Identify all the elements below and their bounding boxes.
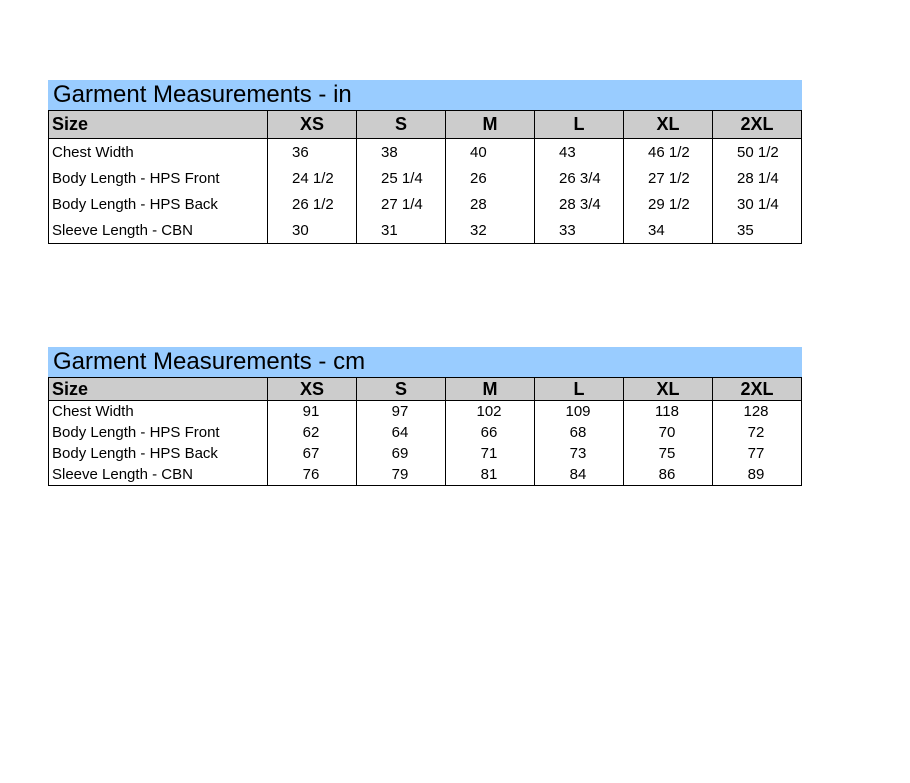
table-cell: 32	[446, 217, 535, 244]
table-cell: 76	[268, 464, 357, 486]
table-row	[49, 401, 802, 423]
row-label: Sleeve Length - CBN	[49, 217, 268, 244]
table-cell: 36	[268, 139, 357, 166]
column-header: M	[446, 378, 535, 401]
table-row	[49, 464, 802, 486]
column-header: XS	[268, 111, 357, 139]
table-cell: 25 1/4	[357, 165, 446, 191]
column-header: S	[357, 111, 446, 139]
table-cell: 62	[268, 422, 357, 443]
table-cell: 69	[357, 443, 446, 464]
table-cell: 28 1/4	[713, 165, 802, 191]
table-cell: 24 1/2	[268, 165, 357, 191]
row-label: Body Length - HPS Back	[49, 191, 268, 217]
table-cell: 72	[713, 422, 802, 443]
table-row	[49, 443, 802, 464]
table-cell: 73	[535, 443, 624, 464]
inch-measurements-table	[48, 110, 802, 244]
table-cell: 128	[713, 401, 802, 423]
table-cell: 66	[446, 422, 535, 443]
inch-measurements-section	[48, 80, 802, 244]
header-row	[49, 111, 802, 139]
table-cell: 31	[357, 217, 446, 244]
row-label: Body Length - HPS Front	[49, 422, 268, 443]
column-header: L	[535, 111, 624, 139]
table-cell: 91	[268, 401, 357, 423]
table-cell: 97	[357, 401, 446, 423]
table-cell: 27 1/4	[357, 191, 446, 217]
row-label: Chest Width	[49, 401, 268, 423]
column-header: M	[446, 111, 535, 139]
row-label: Body Length - HPS Back	[49, 443, 268, 464]
cm-measurements-section	[48, 347, 802, 486]
column-header: XL	[624, 111, 713, 139]
table-cell: 28 3/4	[535, 191, 624, 217]
column-header: XS	[268, 378, 357, 401]
row-label: Body Length - HPS Front	[49, 165, 268, 191]
column-header: Size	[49, 111, 268, 139]
table-cell: 50 1/2	[713, 139, 802, 166]
table-cell: 77	[713, 443, 802, 464]
table-row	[49, 165, 802, 191]
header-row	[49, 378, 802, 401]
table-cell: 70	[624, 422, 713, 443]
table-cell: 109	[535, 401, 624, 423]
table-cell: 43	[535, 139, 624, 166]
table-cell: 27 1/2	[624, 165, 713, 191]
row-label: Chest Width	[49, 139, 268, 166]
table-row	[49, 422, 802, 443]
cm-table-title: Garment Measurements - cm	[48, 347, 802, 377]
table-cell: 67	[268, 443, 357, 464]
table-cell: 26	[446, 165, 535, 191]
table-cell: 40	[446, 139, 535, 166]
column-header: XL	[624, 378, 713, 401]
table-cell: 46 1/2	[624, 139, 713, 166]
table-cell: 68	[535, 422, 624, 443]
table-cell: 64	[357, 422, 446, 443]
table-cell: 35	[713, 217, 802, 244]
cm-measurements-table	[48, 377, 802, 486]
table-cell: 86	[624, 464, 713, 486]
table-cell: 79	[357, 464, 446, 486]
table-cell: 81	[446, 464, 535, 486]
table-cell: 38	[357, 139, 446, 166]
table-cell: 118	[624, 401, 713, 423]
column-header: Size	[49, 378, 268, 401]
column-header: L	[535, 378, 624, 401]
table-cell: 29 1/2	[624, 191, 713, 217]
table-row	[49, 217, 802, 244]
table-cell: 30	[268, 217, 357, 244]
column-header: 2XL	[713, 111, 802, 139]
table-row	[49, 139, 802, 166]
row-label: Sleeve Length - CBN	[49, 464, 268, 486]
table-cell: 28	[446, 191, 535, 217]
table-cell: 89	[713, 464, 802, 486]
inch-table-title: Garment Measurements - in	[48, 80, 802, 110]
table-cell: 34	[624, 217, 713, 244]
table-cell: 33	[535, 217, 624, 244]
table-cell: 84	[535, 464, 624, 486]
column-header: S	[357, 378, 446, 401]
table-cell: 71	[446, 443, 535, 464]
table-row	[49, 191, 802, 217]
column-header: 2XL	[713, 378, 802, 401]
table-cell: 26 1/2	[268, 191, 357, 217]
table-cell: 75	[624, 443, 713, 464]
table-cell: 26 3/4	[535, 165, 624, 191]
table-cell: 102	[446, 401, 535, 423]
table-cell: 30 1/4	[713, 191, 802, 217]
